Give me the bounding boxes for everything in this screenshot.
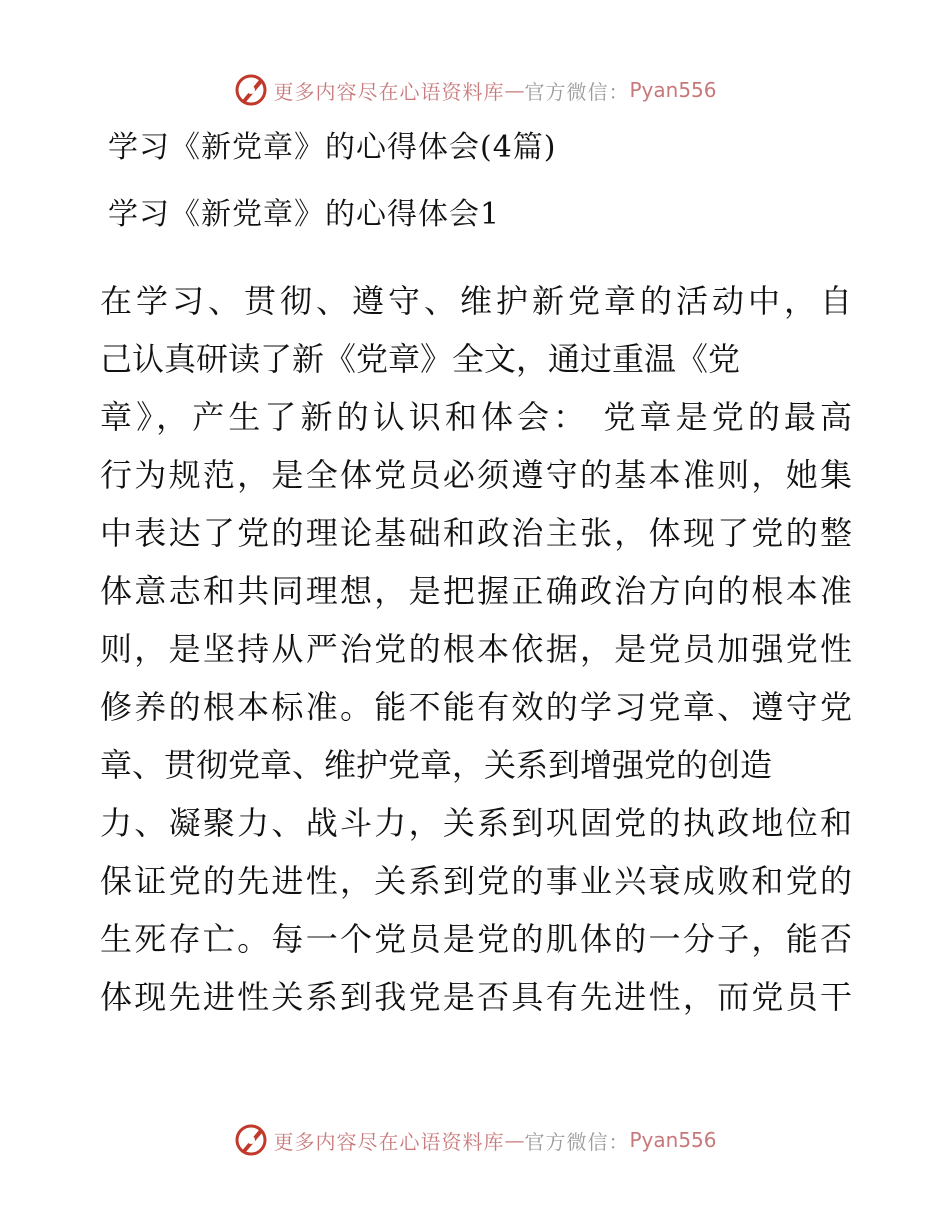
body-line: 己认真研读了新《党章》全文，通过重温《党 — [100, 340, 741, 378]
watermark-dash: — — [504, 78, 525, 102]
watermark-id: Pyan556 — [629, 78, 717, 102]
watermark-text: 更多内容尽在心语资料库 — [273, 1129, 505, 1154]
watermark-id: Pyan556 — [629, 1128, 717, 1152]
body-line: 力、凝聚力、战斗力，关系到巩固党的执政地位和 — [100, 804, 852, 842]
footer-watermark — [0, 1120, 950, 1160]
body-line: 修养的根本标准。能不能有效的学习党章、遵守党 — [100, 688, 852, 726]
body-line: 行为规范，是全体党员必须遵守的基本准则，她集 — [100, 456, 852, 494]
body-line: 在学习、贯彻、遵守、维护新党章的活动中，自 — [100, 282, 852, 320]
body-line: 体意志和共同理想，是把握正确政治方向的根本准 — [100, 572, 852, 610]
watermark-official: 官方微信： — [524, 1129, 630, 1154]
watermark-text: 更多内容尽在心语资料库 — [273, 79, 505, 104]
body-line: 章、贯彻党章、维护党章，关系到增强党的创造 — [100, 746, 773, 784]
body-line: 生死存亡。每一个党员是党的肌体的一分子，能否 — [100, 920, 852, 958]
quill-logo-icon — [233, 72, 269, 108]
watermark-official: 官方微信： — [524, 79, 630, 104]
document-title: 学习《新党章》的心得体会(4篇) — [108, 130, 557, 165]
body-line: 保证党的先进性，关系到党的事业兴衰成败和党的 — [100, 862, 852, 900]
body-line: 中表达了党的理论基础和政治主张，体现了党的整 — [100, 514, 852, 552]
watermark-dash: — — [504, 1128, 525, 1152]
quill-logo-icon — [233, 1122, 269, 1158]
body-text — [100, 272, 852, 1026]
header-watermark — [0, 70, 950, 110]
body-line: 章》，产生了新的认识和体会： 党章是党的最高 — [100, 398, 852, 436]
body-line: 则，是坚持从严治党的根本依据，是党员加强党性 — [100, 630, 852, 668]
body-line: 体现先进性关系到我党是否具有先进性，而党员干 — [100, 978, 852, 1016]
section-title: 学习《新党章》的心得体会1 — [108, 197, 501, 232]
